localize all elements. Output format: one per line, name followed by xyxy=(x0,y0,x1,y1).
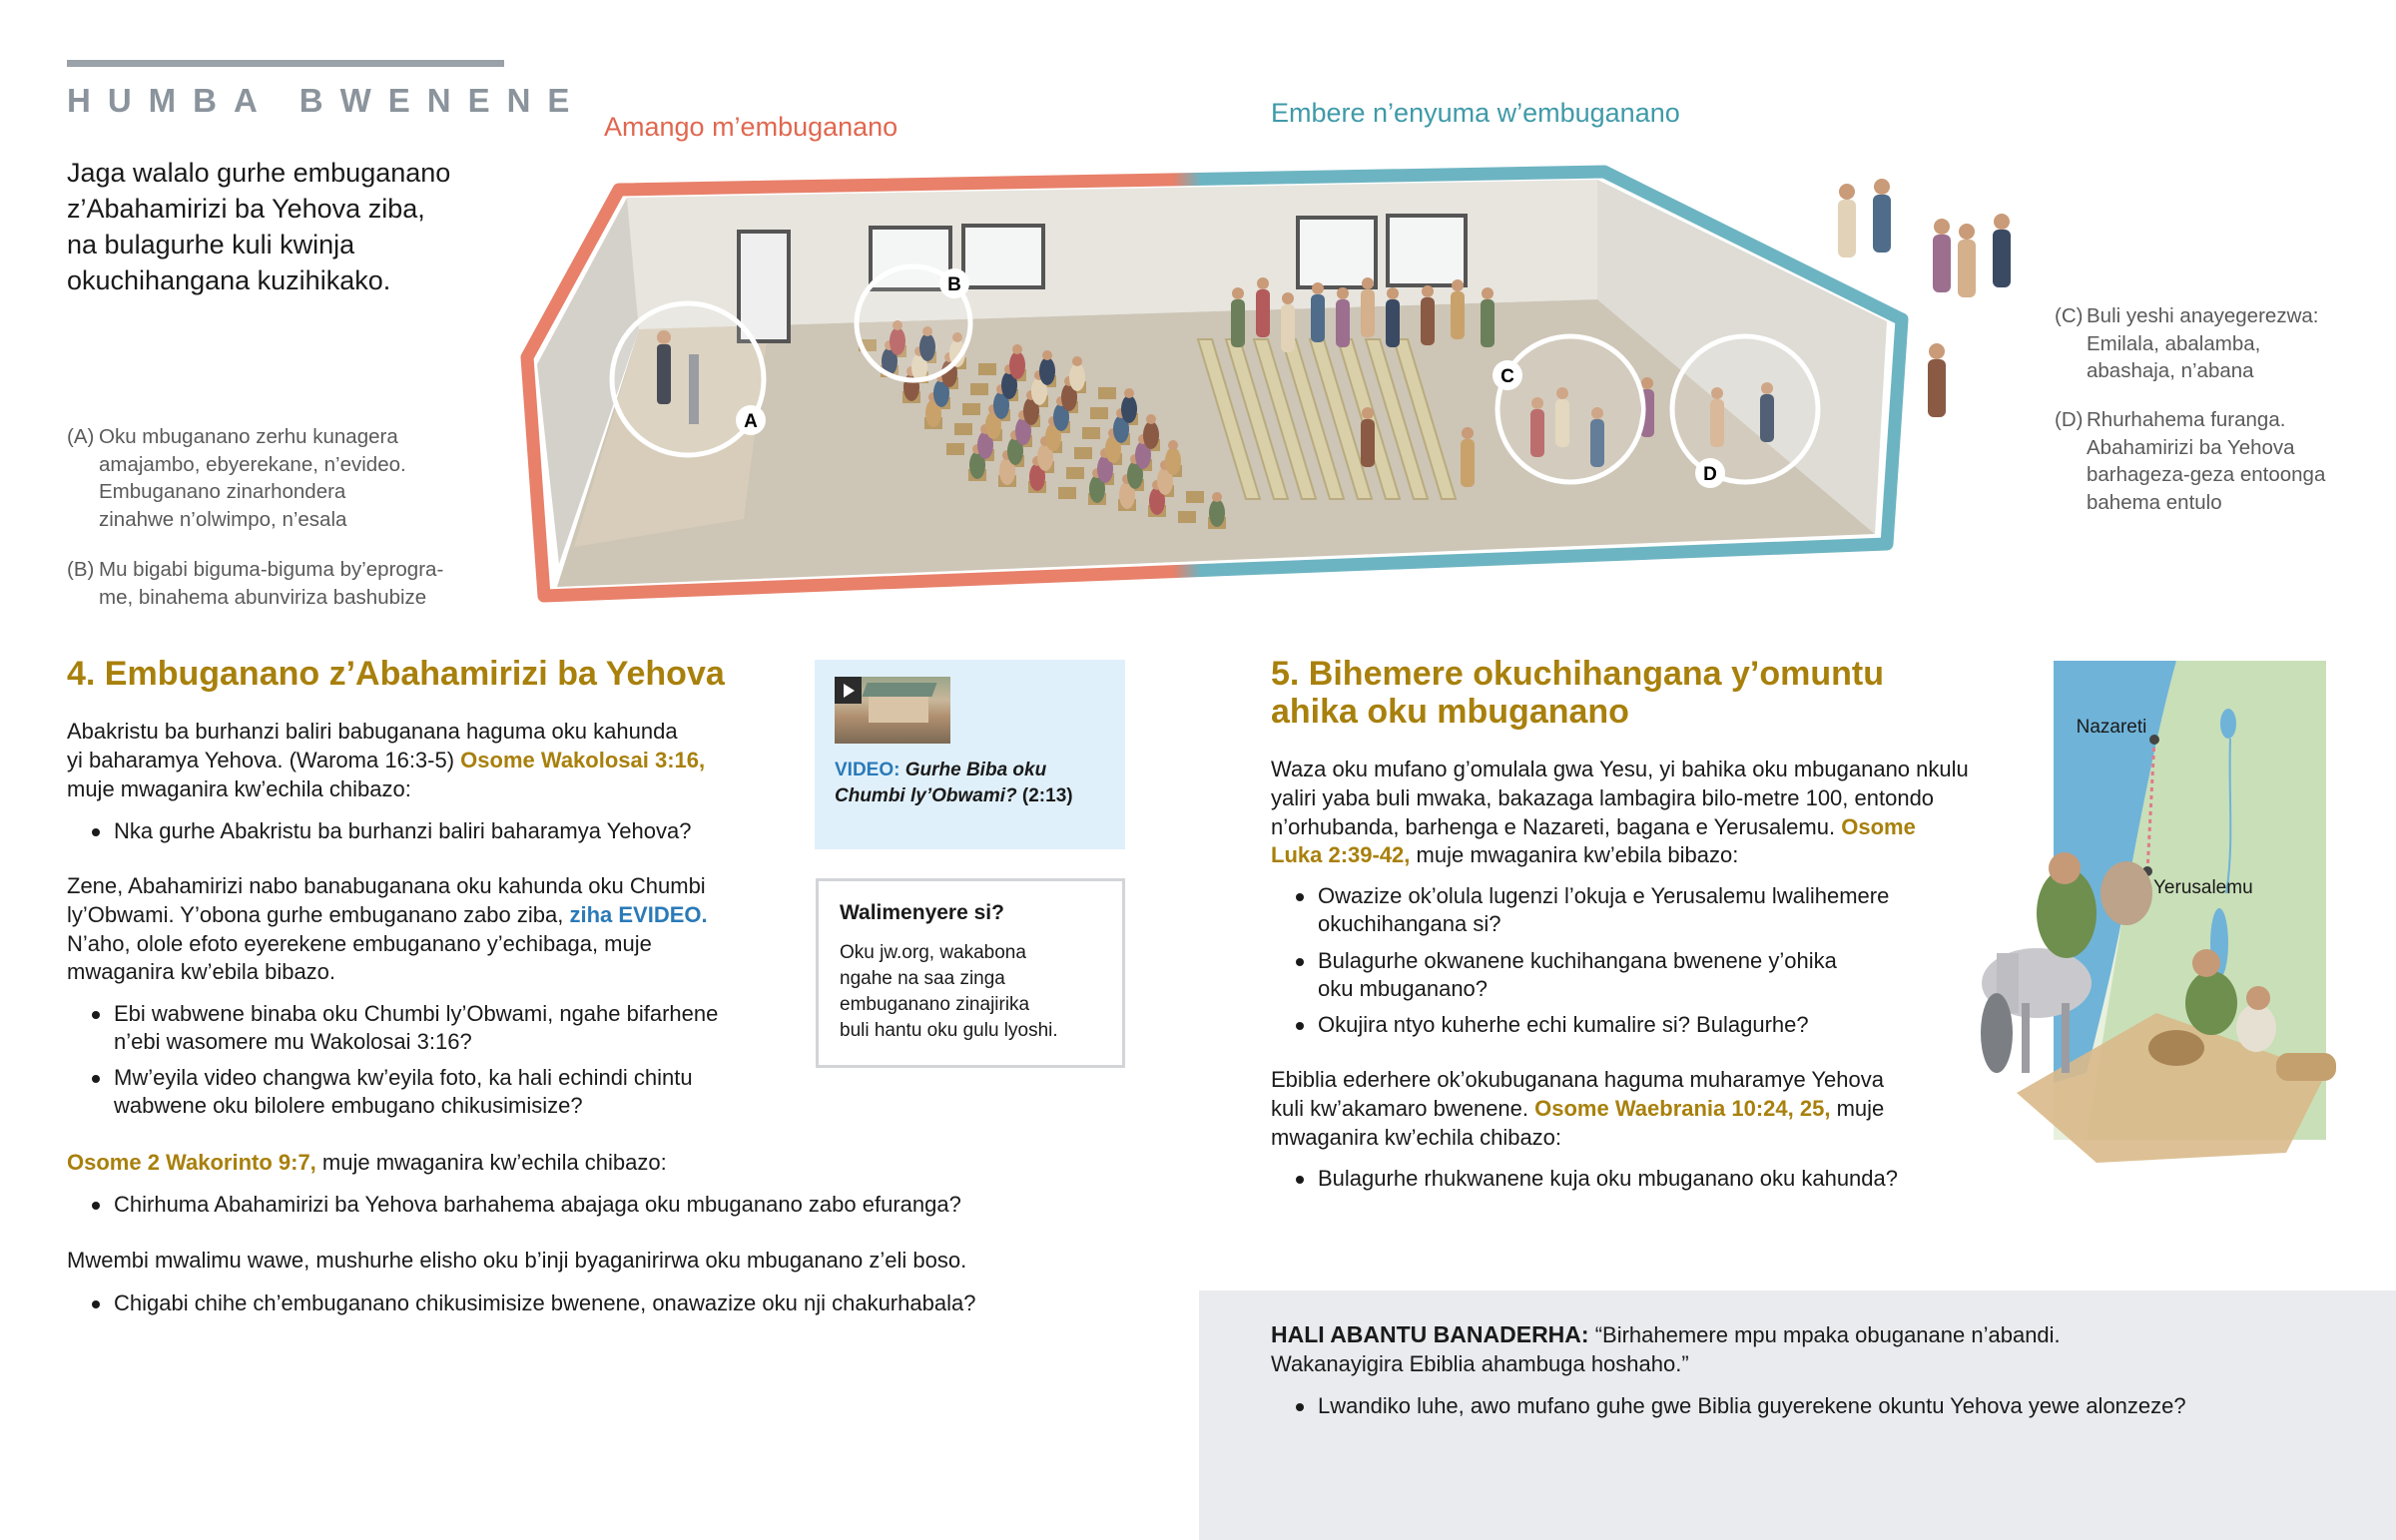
person-head xyxy=(1012,344,1022,354)
question-bullet xyxy=(67,1000,718,1056)
text-line: N’aho, olole efoto eyerekene embuganano y’echibaga, muje xyxy=(67,930,652,956)
note-b xyxy=(67,556,443,611)
text-line: muje mwaganira kw’echila chibazo: xyxy=(315,1150,667,1175)
chair xyxy=(1058,487,1076,499)
note-line: bahema entulo xyxy=(2087,490,2222,514)
chair xyxy=(1082,427,1100,439)
text-line: oku mbuganano? xyxy=(1318,976,1489,1001)
standing-person xyxy=(1421,297,1435,345)
intro-line: Jaga walalo gurhe embuganano xyxy=(67,158,451,188)
text-line: Zene, Abahamirizi nabo banabuganana oku kahunda oku Chumbi xyxy=(67,873,706,898)
map-label-jerusalem: Yerusalemu xyxy=(2153,877,2253,898)
text-line: n’ebi wasomere mu Wakolosai 3:16? xyxy=(114,1029,472,1054)
person-head xyxy=(1124,388,1134,398)
text-line: ngahe na saa zinga xyxy=(840,968,1005,989)
person-head xyxy=(1042,350,1052,360)
text-line: Ebi wabwene binaba oku Chumbi ly’Obwami, ngahe bifarhene xyxy=(114,1001,719,1026)
note-line: barhageza-geza entoonga xyxy=(2087,463,2326,486)
marker-b-letter: B xyxy=(947,274,961,295)
video-thumbnail[interactable] xyxy=(835,677,950,744)
text-line: yi baharamya Yehova. (Waroma 16:3-5) xyxy=(67,747,461,772)
chair xyxy=(962,403,980,415)
person-head xyxy=(1362,277,1374,289)
section-4-paragraph-1 xyxy=(67,718,705,803)
chair xyxy=(954,423,972,435)
person-head xyxy=(1337,287,1349,299)
person-head xyxy=(1641,377,1653,389)
text-line: Abakristu ba burhanzi baliri babuganana haguma oku kahunda xyxy=(67,719,678,744)
text-line: Ebiblia ederhere ok’okubuganana haguma muharamye Yehova xyxy=(1271,1067,1885,1092)
marker-a xyxy=(612,303,766,455)
question-bullet: Chirhuma Abahamirizi ba Yehova barhahema abajaga oku mbuganano zabo efuranga? xyxy=(67,1191,961,1219)
text-line: embuganano zinajirika xyxy=(840,994,1030,1015)
chair xyxy=(1186,491,1204,503)
nazareth-dot xyxy=(2149,735,2159,745)
question-bullet: Nka gurhe Abakristu ba burhanzi baliri baharamya Yehova? xyxy=(67,817,692,845)
map-label-nazareth: Nazareti xyxy=(2076,717,2147,738)
intro-line: z’Abahamirizi ba Yehova ziba, xyxy=(67,194,425,224)
standing-person xyxy=(1336,299,1350,347)
did-you-know-title: Walimenyere si? xyxy=(840,901,1004,924)
note-c xyxy=(2055,302,2318,385)
scripture-link-hebrews[interactable]: Osome Waebrania 10:24, 25, xyxy=(1534,1095,1831,1121)
question-bullet xyxy=(67,1064,693,1120)
marker-c xyxy=(1493,336,1643,482)
note-line: Emilala, abalamba, xyxy=(2087,331,2261,355)
arriving-person xyxy=(1928,359,1946,417)
video-title: Chumbi ly’Obwami? xyxy=(835,785,1017,806)
seated-person xyxy=(1039,357,1055,385)
standing-person xyxy=(1386,299,1400,347)
chair xyxy=(946,443,964,455)
note-tag: (B) xyxy=(67,558,95,581)
note-d xyxy=(2055,406,2325,516)
person-head xyxy=(1462,427,1474,439)
did-you-know-body xyxy=(840,940,1058,1044)
marker-d-letter: D xyxy=(1703,464,1717,485)
chair xyxy=(1098,387,1116,399)
section-5-heading xyxy=(1271,655,1884,731)
standing-person xyxy=(1311,294,1325,342)
question-bullet: Lwandiko luhe, awo mufano guhe gwe Biblia guyerekene okuntu Yehova yewe alonzeze? xyxy=(1271,1392,2186,1420)
section-4-paragraph-3 xyxy=(67,1149,667,1178)
text-line: ly’Obwami. Y’obona gurhe embuganano zabo ziba, xyxy=(67,901,570,927)
chair xyxy=(1090,407,1108,419)
person-head xyxy=(1839,184,1855,200)
chair xyxy=(1066,467,1084,479)
video-label: VIDEO: xyxy=(835,760,900,780)
during-meeting-label: Amango m’embuganano xyxy=(604,112,898,142)
note-line: Mu bigabi biguma-biguma by’eprogra- xyxy=(99,558,444,581)
video-link[interactable]: ziha EVIDEO. xyxy=(569,901,708,927)
person-head xyxy=(1212,492,1222,502)
person-head xyxy=(1452,279,1464,291)
question-bullet: Bulagurhe rhukwanene kuja oku mbuganano oku kahunda? xyxy=(1271,1165,1898,1193)
section-5-paragraph-2 xyxy=(1271,1066,1884,1152)
text-line: Oku jw.org, wakabona xyxy=(840,942,1026,963)
text-line: Wakanayigira Ebiblia ahambuga hoshaho.” xyxy=(1271,1350,1689,1376)
seated-person xyxy=(1143,421,1159,449)
person-head xyxy=(1387,287,1399,299)
video-title: Gurhe Biba oku xyxy=(904,760,1047,780)
scripture-link-luke[interactable]: Osome xyxy=(1841,813,1916,839)
chair xyxy=(1074,447,1092,459)
note-line: Abahamirizi ba Yehova xyxy=(2087,435,2295,459)
map-illustration xyxy=(1977,654,2396,1173)
standing-person xyxy=(1281,304,1295,352)
section-4-heading: 4. Embuganano z’Abahamirizi ba Yehova xyxy=(67,655,725,693)
text-line: “Birhahemere mpu mpaka obuganane n’abandi. xyxy=(1588,1322,2061,1347)
text-line: muje mwaganira kw’echila chibazo: xyxy=(67,775,411,801)
note-a xyxy=(67,423,406,533)
seated-person xyxy=(1009,351,1025,379)
text-line: kuli kw’akamaro bwenene. xyxy=(1271,1095,1535,1121)
person-head xyxy=(1312,282,1324,294)
intro-line: na bulagurhe kuli kwinja xyxy=(67,230,355,259)
note-line: zinahwe n’olwimpo, n’esala xyxy=(99,507,347,531)
note-line: Oku mbuganano zerhu kunagera xyxy=(99,425,398,448)
objection-quote xyxy=(1271,1320,2061,1379)
seated-person xyxy=(1209,499,1225,527)
person-head xyxy=(1874,179,1890,195)
text-line: Bulagurhe okwanene kuchihangana bwenene y’ohika xyxy=(1318,948,1837,973)
text-line: buli hantu oku gulu lyoshi. xyxy=(840,1020,1058,1041)
section-kicker: HUMBA BWENENE xyxy=(67,82,587,119)
intro-line: okuchihangana kuzihikako. xyxy=(67,265,391,295)
scripture-link-luke-ref[interactable]: Luka 2:39-42, xyxy=(1271,842,1411,868)
scripture-link-2-corinthians[interactable]: Osome 2 Wakorinto 9:7, xyxy=(67,1150,316,1175)
question-bullet: Chigabi chihe ch’embuganano chikusimisize bwenene, onawazize oku nji chakurhabala? xyxy=(67,1289,975,1317)
note-line: amajambo, ebyerekane, n’evideo. xyxy=(99,452,406,476)
heading-line: 5. Bihemere okuchihangana y’omuntu xyxy=(1271,655,1885,693)
objection-label: HALI ABANTU BANADERHA: xyxy=(1271,1321,1589,1347)
text-line: muje xyxy=(1830,1095,1885,1121)
person-head xyxy=(1168,440,1178,450)
person-head xyxy=(1994,214,2010,230)
standing-person xyxy=(1361,419,1375,467)
play-icon[interactable] xyxy=(835,677,862,704)
arriving-person xyxy=(1838,200,1856,257)
text-line: mwaganira kw’ebila bibazo. xyxy=(67,959,336,985)
chair xyxy=(978,363,996,375)
marker-a-letter: A xyxy=(744,411,758,432)
note-line: Buli yeshi anayegerezwa: xyxy=(2087,304,2319,327)
marker-b xyxy=(857,266,970,380)
text-line: muje mwaganira kw’ebila bibazo: xyxy=(1410,842,1739,868)
seated-person xyxy=(1069,363,1085,391)
kingdom-hall-illustration xyxy=(0,0,2396,639)
section-5-paragraph-1 xyxy=(1271,756,1969,870)
note-line: abashaja, n’abana xyxy=(2087,359,2254,382)
arriving-person xyxy=(1873,195,1891,253)
question-bullet xyxy=(1271,947,1837,1003)
video-caption xyxy=(835,758,1073,809)
sea-of-galilee xyxy=(2220,709,2236,739)
person-head xyxy=(1257,277,1269,289)
text-line: yaliri yaba buli mwaka, bakazaga lambagira bilo-metre 100, entondo xyxy=(1271,784,1935,810)
person-head xyxy=(1072,356,1082,366)
arriving-person xyxy=(1993,230,2011,287)
note-line: Embuganano zinarhondera xyxy=(99,480,346,503)
person-head xyxy=(1362,407,1374,419)
person-head xyxy=(1282,292,1294,304)
note-line: Rhurhahema furanga. xyxy=(2087,408,2286,431)
person-head xyxy=(1482,287,1494,299)
scripture-link-colossians[interactable]: Osome Wakolosai 3:16, xyxy=(460,747,706,772)
note-line: me, binahema abunviriza bashubize xyxy=(99,585,427,609)
text-line: Mw’eyila video changwa kw’eyila foto, ka hali echindi chintu xyxy=(114,1065,693,1090)
chair xyxy=(1178,511,1196,523)
seated-person xyxy=(1121,395,1137,423)
did-you-know-box xyxy=(816,878,1125,1068)
arriving-person xyxy=(1958,240,1976,297)
standing-person xyxy=(1451,291,1465,339)
section-4-paragraph-2 xyxy=(67,872,708,987)
text-line: wabwene oku bilolere embugano chikusimisize? xyxy=(114,1093,583,1118)
heading-line: ahika oku mbuganano xyxy=(1271,693,1629,731)
before-after-meeting-label: Embere n’enyuma w’embuganano xyxy=(1271,98,1680,128)
objection-box xyxy=(1199,1290,2396,1540)
seated-person xyxy=(1165,447,1181,475)
person-head xyxy=(1929,343,1945,359)
person-head xyxy=(1959,224,1975,240)
question-bullet: Okujira ntyo kuherhe echi kumalire si? Bulagurhe? xyxy=(1271,1011,1809,1039)
arriving-person xyxy=(1933,235,1951,292)
standing-person xyxy=(1461,439,1475,487)
video-duration: (2:13) xyxy=(1021,785,1073,806)
standing-person xyxy=(1256,289,1270,337)
standing-person xyxy=(1231,299,1245,347)
standing-person xyxy=(1361,289,1375,337)
text-line: n’orhubanda, barhenga e Nazareti, bagana e Yerusalemu. xyxy=(1271,813,1842,839)
person-head xyxy=(1232,287,1244,299)
text-line: mwaganira kw’echila chibazo: xyxy=(1271,1124,1562,1150)
marker-c-letter: C xyxy=(1500,366,1514,387)
question-bullet xyxy=(1271,882,1889,938)
text-line: Owazize ok’olula lugenzi l’okuja e Yerusalemu lwalihemere xyxy=(1318,883,1890,908)
section-4-paragraph-4: Mwembi mwalimu wawe, mushurhe elisho oku b’inji byaganirirwa oku mbuganano z’eli boso. xyxy=(67,1248,967,1273)
text-line: Waza oku mufano g’omulala gwa Yesu, yi bahika oku mbuganano nkulu xyxy=(1271,757,1969,781)
chair xyxy=(970,383,988,395)
person-head xyxy=(1934,219,1950,235)
note-tag: (C) xyxy=(2055,304,2084,327)
person-head xyxy=(1146,414,1156,424)
note-tag: (A) xyxy=(67,425,95,448)
standing-person xyxy=(1481,299,1495,347)
text-line: okuchihangana si? xyxy=(1318,911,1501,936)
person-head xyxy=(1422,285,1434,297)
note-tag: (D) xyxy=(2055,408,2084,431)
video-callout[interactable] xyxy=(815,660,1125,849)
